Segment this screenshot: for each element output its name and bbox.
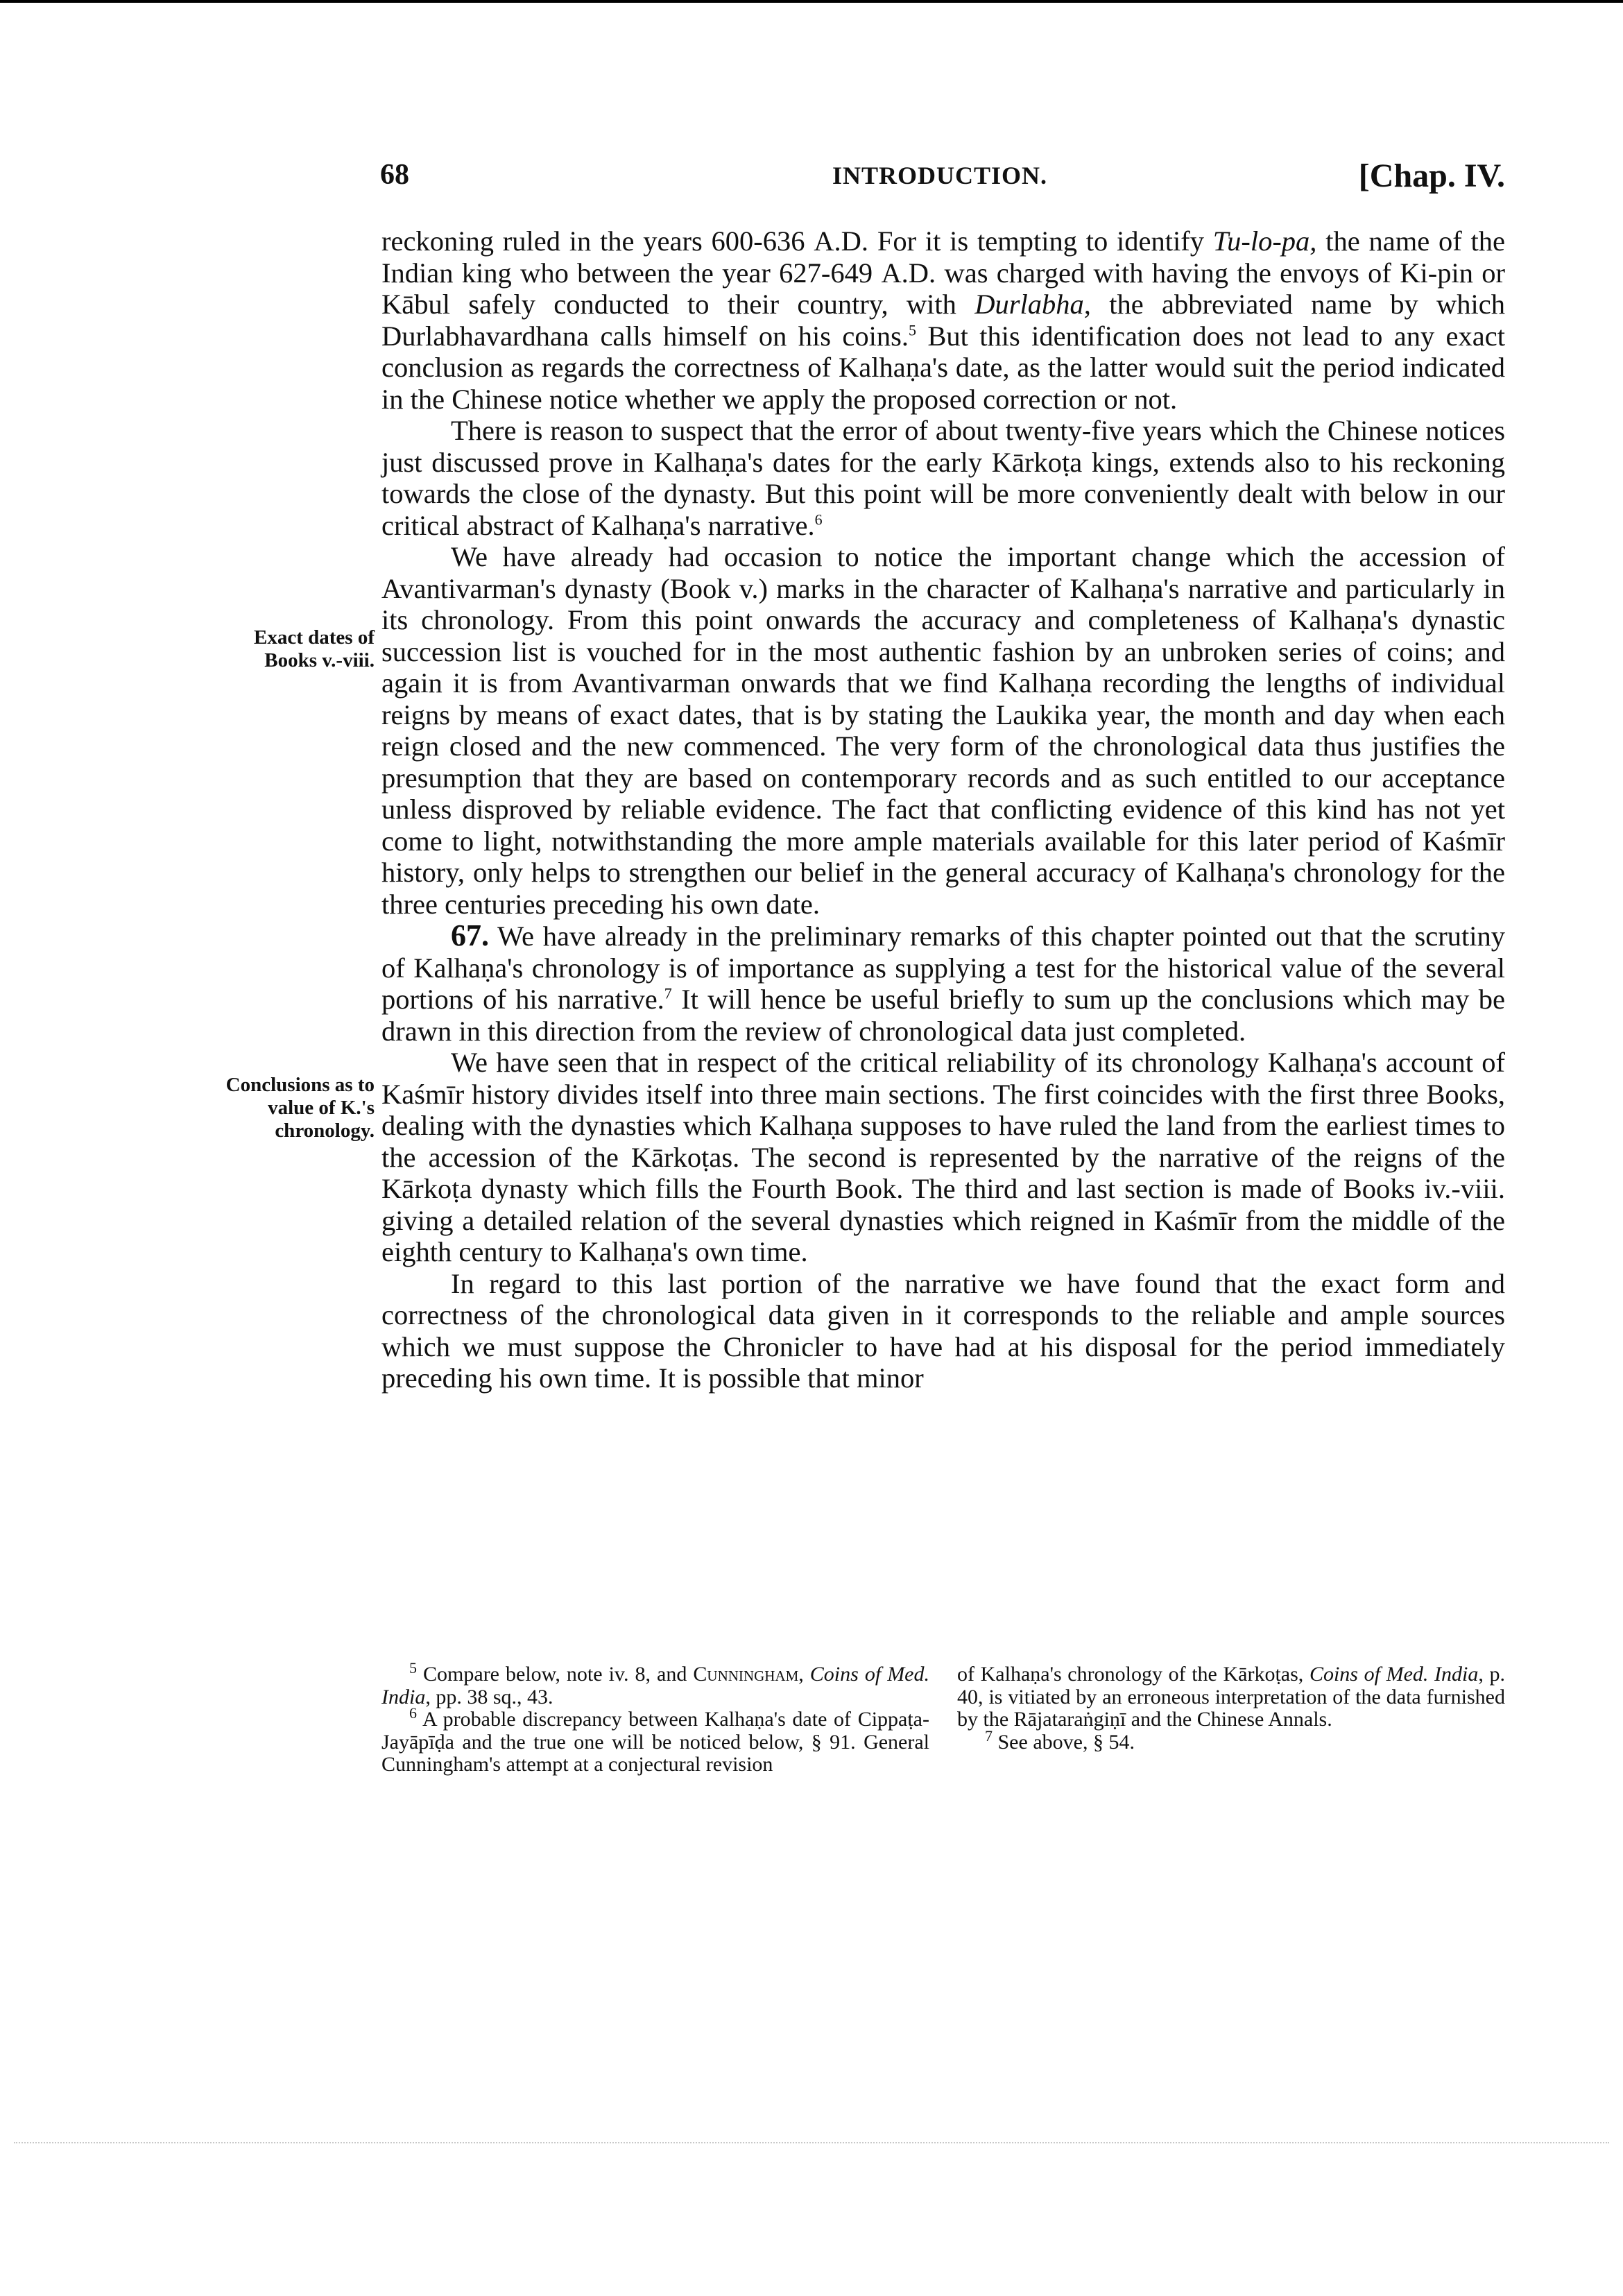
paragraph-2: There is reason to suspect that the error of about twenty-five years which the Chinese notices just discussed prove in Kalhaṇa's dates for the early Kārkoṭa kings, extends also to his reckoning towards the close of the dynasty. But this point will be more conveniently dealt with below in our critical abstract of Kalhaṇa's narrative.$^6$	[381, 415, 1505, 541]
margin-note-conclusions: Conclusions as to value of K.'s chronology.	[225, 1074, 375, 1142]
section-number: 67.	[451, 918, 489, 952]
page-number: 68	[380, 159, 409, 191]
footnote-6-continued: of Kalhaṇa's chronology of the Kārkoṭas, Coins of Med. India, p. 40, is vitiated by an erroneous interpretation of the data furnished by the Rājataraṅgiṇī and the Chinese Annals.	[957, 1663, 1505, 1731]
footnotes-left-column	[381, 1659, 930, 1776]
running-title: INTRODUCTION.	[832, 162, 1048, 189]
running-header	[375, 158, 1505, 200]
footnote-ref-5: 5	[908, 321, 916, 339]
footnote-5: $^5$ Compare below, note iv. 8, and Cunningham, Coins of Med. India, pp. 38 sq., 43.	[381, 1659, 930, 1708]
footnote-6: $^6$ A probable discrepancy between Kalhaṇa's date of Cippaṭa-Jayāpīḍa and the true one will be noticed below, § 91. General Cunningham's attempt at a conjectural revision	[381, 1704, 929, 1776]
margin-note-exact-dates: Exact dates of Books v.-viii.	[254, 626, 375, 671]
main-text	[381, 225, 1505, 1394]
paragraph-6: In regard to this last portion of the narrative we have found that the exact form and correctness of the chronological data given in it corresponds to the reliable and ample sources which we must suppose the Chronicler to have had at his disposal for the period immediately preceding his own time. It is possible that minor	[381, 1267, 1505, 1394]
footnote-7: $^7$ See above, § 54.	[985, 1727, 1135, 1754]
paragraph-1: reckoning ruled in the years 600-636 A.D. For it is tempting to identify Tu-lo-pa, the name of the Indian king who between the year 627-649 A.D. was charged with having the envoys of Ki-pin or Kābul safely conducted to their country, with Durlabha, the abbreviated name by which Durlabhavardhana calls himself on his coins.$^5$ But this identification does not lead to any exact conclusion as regards the correctness of Kalhaṇa's date, as the latter would suit the period indicated in the Chinese notice whether we apply the proposed correction or not.	[381, 225, 1506, 415]
top-border	[0, 0, 1623, 3]
chapter-label: [Chap. IV.	[1358, 157, 1505, 194]
footnotes-right-column	[957, 1663, 1505, 1754]
scan-edge-dots	[14, 2142, 1609, 2143]
footnote-ref-6: 6	[814, 511, 823, 528]
paragraph-4: 67. We have already in the preliminary remarks of this chapter pointed out that the scrutiny of Kalhaṇa's chronology is of importance as supplying a test for the historical value of the several portions of his narrative.$^7$ It will hence be useful briefly to sum up the conclusions which may be drawn in this direction from the review of chronological data just completed.	[381, 918, 1505, 1047]
paragraph-5: We have seen that in respect of the critical reliability of its chronology Kalhaṇa's account of Kaśmīr history divides itself into three main sections. The first coincides with the first three Books, dealing with the dynasties which Kalhaṇa supposes to have ruled the land from the earliest times to the accession of the Kārkoṭas. The second is represented by the narrative of the reigns of the Kārkoṭa dynasty which fills the Fourth Book. The third and last section is made of Books iv.-viii. giving a detailed relation of the several dynasties which reigned in Kaśmīr from the middle of the eighth century to Kalhaṇa's own time.	[381, 1047, 1505, 1267]
footnote-ref-7: 7	[664, 984, 672, 1002]
paragraph-3: We have already had occasion to notice the important change which the accession of Avantivarman's dynasty (Book v.) marks in the character of Kalhaṇa's narrative and particularly in its chronology. From this point onwards the accuracy and completeness of Kalhaṇa's dynastic succession list is vouched for in the most authentic fashion by an unbroken series of coins; and again it is from Avantivarman onwards that we find Kalhaṇa recording the lengths of individual reigns by means of exact dates, that is by stating the Laukika year, the month and day when each reign closed and the new commenced. The very form of the chronological data thus justifies the presumption that they are based on contemporary records and as such entitled to our acceptance unless disproved by reliable evidence. The fact that conflicting evidence of this kind has not yet come to light, notwithstanding the more ample materials available for this later period of Kaśmīr history, only helps to strengthen our belief in the general accuracy of Kalhaṇa's chronology for the three centuries preceding his own date.	[381, 541, 1505, 920]
